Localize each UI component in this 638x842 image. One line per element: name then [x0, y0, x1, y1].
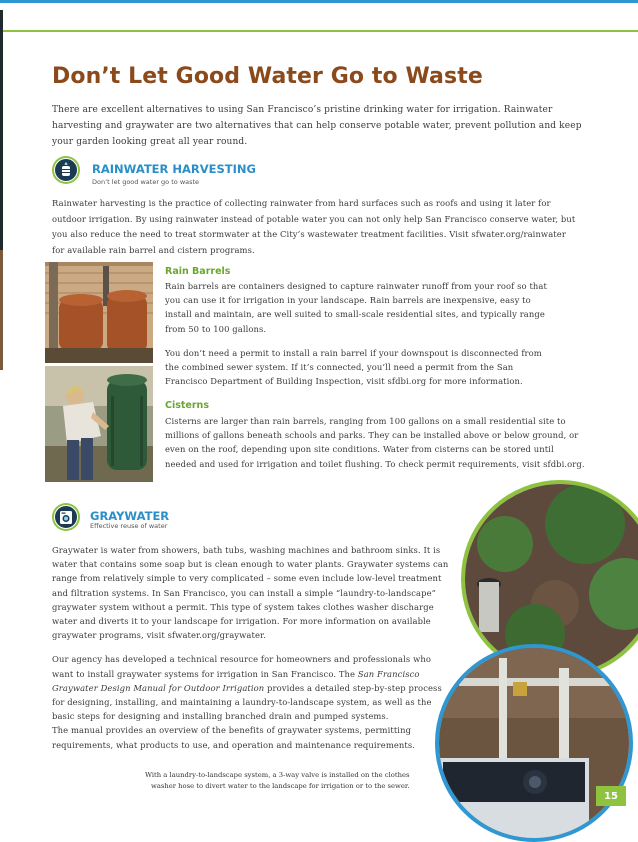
page-number: 15 [596, 786, 626, 806]
cistern-photo [45, 366, 153, 482]
graywater-heading: GRAYWATER [90, 509, 170, 523]
caption-line-1: With a laundry-to-landscape system, a 3-way valve is installed on the clothes [145, 771, 410, 779]
rain-barrel-icon [57, 161, 75, 179]
washing-machine-icon [57, 508, 75, 526]
graywater-text [52, 543, 450, 752]
caption-line-2: washer hose to divert water to the landscape for irrigation or to the sewer. [151, 782, 410, 790]
top-green-rule [0, 30, 638, 32]
top-blue-rule [0, 0, 638, 3]
rainwater-subheading: Don’t let good water go to waste [92, 178, 200, 186]
graywater-subheading: Effective reuse of water [90, 522, 168, 530]
graywater-paragraph-3: The manual provides an overview of the benefits of graywater systems, permitting requirements, what products to use, and operation and maintenance requirements. [52, 725, 416, 750]
rainwater-body: Rainwater harvesting is the practice of collecting rainwater from hard surfaces such as roofs and using it later for outdoor irrigation. By using rainwater instead of potable water you can not only help San Francisco conserve water, but you also reduce the need to treat stormwater at the City’s wastewater treatment facilities. Visit sfwater.org/rainwater for available rain barrel and cistern programs. [52, 198, 576, 255]
graywater-para2-start: Our agency has developed a technical resource for homeowners and professionals who want to install graywater systems for irrigation in San Francisco. The [52, 654, 431, 679]
rain-barrels-heading: Rain Barrels [165, 266, 231, 277]
cisterns-heading: Cisterns [165, 400, 209, 411]
photo-caption [145, 770, 435, 792]
left-edge-strip-lower [0, 250, 3, 370]
graywater-paragraph-1: Graywater is water from showers, bath tubs, washing machines and bathroom sinks. It is water that contains some soap but is clean enough to water plants. Graywater systems can range from relatively simple to very complicated – some even include low-level treatment and filtration systems. In San Francisco, you can install a simple “laundry-to-landscape” graywater system without a permit. This type of system takes clothes washer discharge water and diverts it to your landscape for irrigation. For more information on available graywater programs, visit sfwater.org/graywater. [52, 545, 449, 641]
rainwater-heading: RAINWATER HARVESTING [92, 162, 256, 176]
rain-barrels-text [165, 279, 548, 388]
graywater-manual-title: San Francisco Graywater Design Manual for Outdoor Irrigation [52, 668, 420, 693]
graywater-para2-end: provides a detailed step-by-step process for designing, installing, and maintaining a laundry-to-landscape system, as well as the basic steps for designing and installing branched drain and pumped systems. [52, 682, 442, 722]
page-title: Don’t Let Good Water Go to Waste [52, 64, 483, 89]
rainwater-badge [52, 156, 80, 184]
intro-paragraph: There are excellent alternatives to using San Francisco’s pristine drinking water for irrigation. Rainwater harvesting and graywater are two alternatives that can help conserve potable water, prevent pollution and keep your garden looking great all year round. [52, 105, 582, 147]
rain-barrels-photo [45, 262, 153, 363]
graywater-paragraph-2 [52, 652, 450, 723]
cisterns-paragraph: Cisterns are larger than rain barrels, ranging from 100 gallons on a small residential site to millions of gallons beneath schools and parks. They can be installed above or below ground, or even on the roof, depending upon site conditions. Water from cisterns can be stored until needed and used for irrigation and toilet flushing. To check permit requirements, visit sfdbi.org. [165, 416, 585, 469]
rain-barrels-paragraph-1: Rain barrels are containers designed to capture rainwater runoff from your roof so that you can use it for irrigation in your landscape. Rain barrels are inexpensive, easy to install and maintain, are well suited to small-scale residential sites, and typically range from 50 to 100 gallons. [165, 281, 547, 334]
graywater-badge [52, 503, 80, 531]
graywater-valve-photo [435, 644, 633, 842]
rain-barrels-paragraph-2: You don’t need a permit to install a rain barrel if your downspout is disconnected from the combined sewer system. If it’s connected, you’ll need a permit from the San Francisco Department of Building Inspection, visit sfdbi.org for more information. [165, 347, 542, 387]
